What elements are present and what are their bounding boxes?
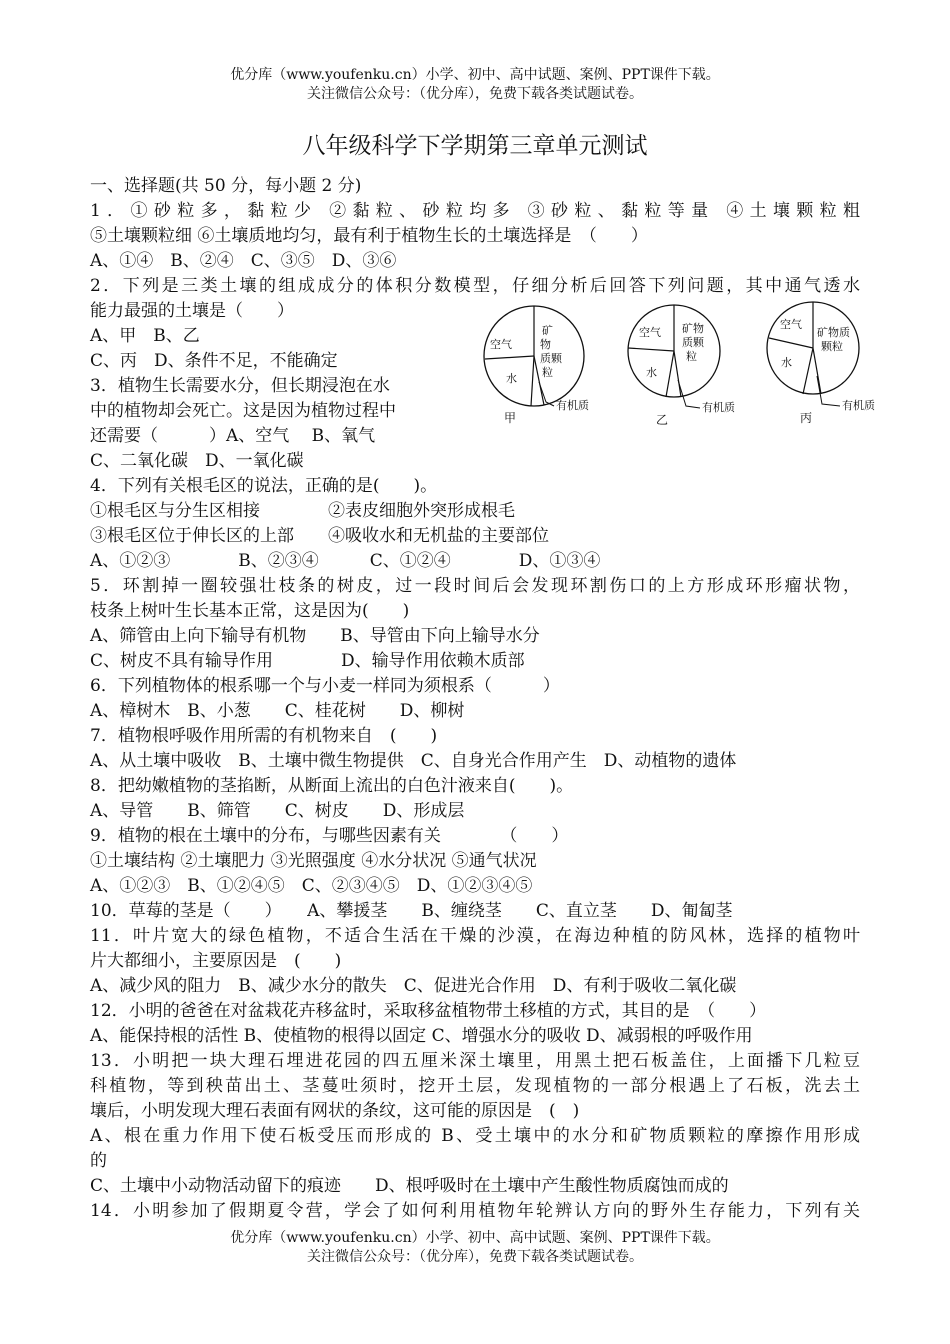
answer-options: A、导管 B、筛管 C、树皮 D、形成层 — [90, 801, 465, 821]
pie-bing — [767, 302, 875, 425]
question-line: 5．环割掉一圈较强壮枝条的树皮，过一段时间后会发现环割伤口的上方形成环形瘤状物， — [90, 576, 860, 596]
question-line: 2．下列是三类土壤的组成成分的体积分数模型，仔细分析后回答下列问题，其中通气透水 — [90, 276, 860, 296]
question-line: ⑤土壤颗粒细 ⑥土壤质地均匀，最有利于植物生长的土壤选择是 （ ） — [90, 226, 648, 246]
section-heading: 一、选择题(共 50 分，每小题 2 分) — [90, 176, 362, 196]
pie-jia-air: 空气 — [490, 338, 512, 351]
pie-bing-air: 空气 — [780, 318, 802, 331]
pie-jia-mineral-1: 矿 — [542, 324, 553, 337]
question-line: 13．小明把一块大理石埋进花园的四五厘米深土壤里，用黑土把石板盖住，上面播下几粒豆 — [90, 1051, 860, 1071]
question-line: 12．小明的爸爸在对盆栽花卉移盆时，采取移盆植物带土移植的方式，其目的是 （ ） — [90, 1001, 767, 1021]
footer-line-1: 优分库（www.youfenku.cn）小学、初中、高中试题、案例、PPT课件下载。 — [230, 1230, 720, 1246]
pie-jia-water: 水 — [506, 372, 517, 385]
answer-options: A、能保持根的活性 B、使植物的根得以固定 C、增强水分的吸收 D、减弱根的呼吸作用 — [90, 1026, 753, 1046]
statement-line: ①根毛区与分生区相接 ②表皮细胞外突形成根毛 — [90, 501, 515, 521]
statement-line: ①土壤结构 ②土壤肥力 ③光照强度 ④水分状况 ⑤通气状况 — [90, 851, 537, 871]
answer-options: A、①④ B、②④ C、③⑤ D、③⑥ — [90, 251, 397, 271]
pie-yi-label: 乙 — [656, 413, 669, 427]
question-line: 10．草莓的茎是（ ） A、攀援茎 B、缠绕茎 C、直立茎 D、匍匐茎 — [90, 901, 733, 921]
question-line: 14．小明参加了假期夏令营，学会了如何利用植物年轮辨认方向的野外生存能力，下列有关 — [90, 1201, 860, 1221]
pie-bing-mineral-2: 颗粒 — [821, 340, 843, 353]
answer-options: A、樟树木 B、小葱 C、桂花树 D、柳树 — [90, 701, 465, 721]
pie-jia — [484, 306, 589, 425]
question-line: 壤后，小明发现大理石表面有网状的条纹，这可能的原因是 ( ) — [90, 1101, 580, 1121]
answer-options: 的 — [90, 1151, 107, 1171]
answer-options: C、土壤中小动物活动留下的痕迹 D、根呼吸时在土壤中产生酸性物质腐蚀而成的 — [90, 1176, 729, 1196]
question-line: 7．植物根呼吸作用所需的有机物来自 ( ) — [90, 726, 438, 746]
pie-yi-organic: 有机质 — [702, 401, 735, 414]
page-title: 八年级科学下学期第三章单元测试 — [302, 133, 648, 159]
answer-options: C、二氧化碳 D、一氧化碳 — [90, 451, 304, 471]
pie-jia-mineral-4: 粒 — [542, 366, 553, 379]
question-line: 3．植物生长需要水分，但长期浸泡在水 — [90, 376, 390, 396]
pie-bing-label: 丙 — [800, 411, 813, 425]
answer-options: A、从土壤中吸收 B、土壤中微生物提供 C、自身光合作用产生 D、动植物的遗体 — [90, 751, 737, 771]
pie-jia-mineral-2: 物 — [540, 338, 551, 351]
question-line: 中的植物却会死亡。这是因为植物过程中 — [90, 401, 396, 421]
answer-options: C、树皮不具有输导作用 D、输导作用依赖木质部 — [90, 651, 525, 671]
pie-yi-mineral-1: 矿物 — [682, 322, 704, 335]
question-line: 枝条上树叶生长基本正常，这是因为( ) — [90, 601, 410, 621]
answer-options: A、筛管由上向下输导有机物 B、导管由下向上输导水分 — [90, 626, 540, 646]
pie-yi — [628, 305, 735, 427]
question-line: 11．叶片宽大的绿色植物，不适合生活在干燥的沙漠，在海边种植的防风林，选择的植物叶 — [90, 926, 860, 946]
question-line: 6．下列植物体的根系哪一个与小麦一样同为须根系（ ） — [90, 676, 560, 696]
answer-options: A、根在重力作用下使石板受压而形成的 B、受土壤中的水分和矿物质颗粒的摩擦作用形成 — [90, 1126, 860, 1146]
header-line-2: 关注微信公众号：（优分库），免费下载各类试题试卷。 — [307, 86, 643, 102]
question-line: 片大都细小，主要原因是 ( ) — [90, 951, 342, 971]
answer-options: A、减少风的阻力 B、减少水分的散失 C、促进光合作用 D、有利于吸收二氧化碳 — [90, 976, 737, 996]
pie-bing-mineral-1: 矿物质 — [817, 326, 850, 339]
pie-yi-air: 空气 — [639, 326, 661, 339]
pie-jia-organic: 有机质 — [556, 399, 589, 412]
pie-jia-mineral-3: 质颗 — [540, 352, 562, 365]
footer-line-2: 关注微信公众号：（优分库），免费下载各类试题试卷。 — [307, 1249, 643, 1265]
soil-composition-figure — [476, 296, 896, 436]
pie-jia-label: 甲 — [504, 411, 517, 425]
pie-yi-mineral-3: 粒 — [686, 350, 697, 363]
question-line: 能力最强的土壤是（ ） — [90, 301, 294, 321]
answer-options: C、丙 D、条件不足，不能确定 — [90, 351, 338, 371]
question-line: 1．①砂粒多，黏粒少 ②黏粒、砂粒均多 ③砂粒、黏粒等量 ④土壤颗粒粗 — [90, 201, 860, 221]
pie-yi-mineral-2: 质颗 — [682, 336, 704, 349]
question-line: 科植物，等到秧苗出土、茎蔓吐须时，挖开土层，发现植物的一部分根遇上了石板，洗去土 — [90, 1076, 860, 1096]
question-line: 8．把幼嫩植物的茎掐断，从断面上流出的白色汁液来自( )。 — [90, 776, 574, 796]
question-line: 9．植物的根在土壤中的分布，与哪些因素有关 （ ） — [90, 826, 569, 846]
question-line: 4．下列有关根毛区的说法，正确的是( )。 — [90, 476, 438, 496]
pie-bing-water: 水 — [781, 356, 792, 369]
answer-options: A、①②③ B、①②④⑤ C、②③④⑤ D、①②③④⑤ — [90, 876, 533, 896]
question-line: 还需要（ ）A、空气 B、氧气 — [90, 426, 376, 446]
answer-options: A、①②③ B、②③④ C、①②④ D、①③④ — [90, 551, 601, 571]
answer-options: A、甲 B、乙 — [90, 326, 200, 346]
pie-yi-water: 水 — [646, 366, 657, 379]
statement-line: ③根毛区位于伸长区的上部 ④吸收水和无机盐的主要部位 — [90, 526, 549, 546]
header-line-1: 优分库（www.youfenku.cn）小学、初中、高中试题、案例、PPT课件下载。 — [230, 67, 720, 83]
pie-bing-organic: 有机质 — [842, 399, 875, 412]
